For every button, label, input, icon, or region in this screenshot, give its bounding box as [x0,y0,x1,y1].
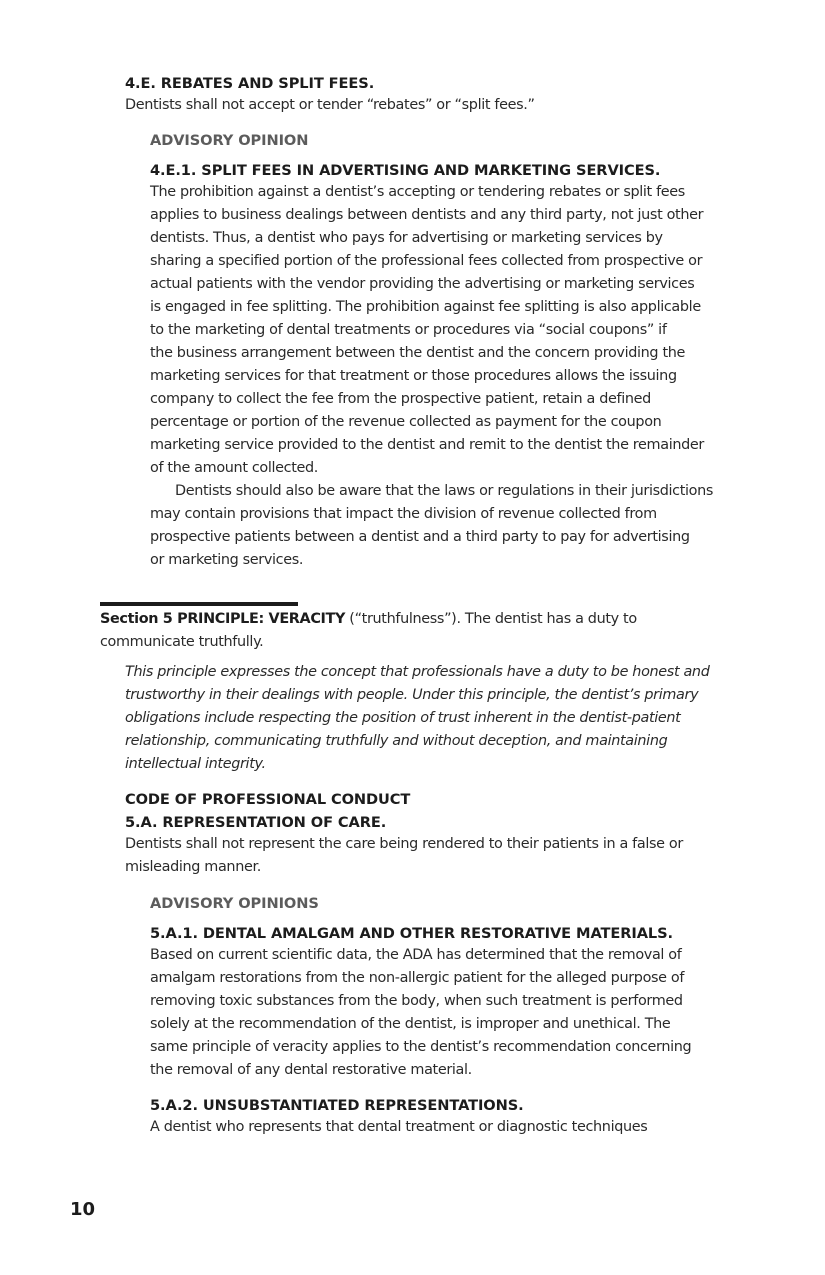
text-line: same principle of veracity applies to the dentist’s recommendation concerning [150,1039,692,1055]
text-line: misleading manner. [125,859,261,875]
opinion-5a1-heading: 5.A.1. DENTAL AMALGAM AND OTHER RESTORATIVE MATERIALS. [150,925,673,942]
text-line: relationship, communicating truthfully and without deception, and maintaining [125,733,668,749]
section-5-intro [125,661,709,776]
text-line: obligations include respecting the position of trust inherent in the dentist-patient [125,710,681,726]
text-line: applies to business dealings between dentists and any third party, not just other [150,207,704,223]
opinion-4e1-heading: 4.E.1. SPLIT FEES IN ADVERTISING AND MARKETING SERVICES. [150,162,661,179]
text-line: prospective patients between a dentist and a third party to pay for advertising [150,529,690,545]
advisory-opinion-label: ADVISORY OPINION [150,132,309,149]
text-line: dentists. Thus, a dentist who pays for advertising or marketing services by [150,230,663,246]
text-line: actual patients with the vendor providing the advertising or marketing services [150,276,695,292]
text-line: This principle expresses the concept that professionals have a duty to be honest and [125,664,710,680]
advisory-opinions-label: ADVISORY OPINIONS [150,895,319,912]
code-of-conduct-label: CODE OF PROFESSIONAL CONDUCT [125,791,411,808]
text-line: removing toxic substances from the body, when such treatment is performed [150,993,683,1009]
text-line: the business arrangement between the dentist and the concern providing the [150,345,686,361]
section-divider-rule [100,602,298,606]
text-line: Dentists should also be aware that the laws or regulations in their jurisdictions [175,483,714,499]
text-line: marketing service provided to the dentist and remit to the dentist the remainder [150,437,704,453]
text-line: or marketing services. [150,552,304,568]
text-line: is engaged in fee splitting. The prohibition against fee splitting is also applicable [150,299,701,315]
text-line: The prohibition against a dentist’s accepting or tendering rebates or split fees [150,184,685,200]
text-line: company to collect the fee from the prospective patient, retain a defined [150,391,651,407]
text-line: trustworthy in their dealings with people. Under this principle, the dentist’s primary [125,687,699,703]
text-line: communicate truthfully. [100,634,264,650]
section-4e-heading: 4.E. REBATES AND SPLIT FEES. [125,75,375,92]
section-5a-heading: 5.A. REPRESENTATION OF CARE. [125,814,387,831]
text-line: Dentists shall not represent the care being rendered to their patients in a false or [125,836,683,852]
text-line: percentage or portion of the revenue collected as payment for the coupon [150,414,662,430]
section-5-title [100,608,637,654]
text-line: may contain provisions that impact the division of revenue collected from [150,506,657,522]
opinion-5a2-heading: 5.A.2. UNSUBSTANTIATED REPRESENTATIONS. [150,1097,524,1114]
text-line: to the marketing of dental treatments or procedures via “social coupons” if [150,322,667,338]
text-line: of the amount collected. [150,460,319,476]
opinion-5a1-body [150,944,691,1082]
text-line: solely at the recommendation of the dentist, is improper and unethical. The [150,1016,671,1032]
text-line: Based on current scientific data, the ADA has determined that the removal of [150,947,682,963]
text-line: marketing services for that treatment or those procedures allows the issuing [150,368,677,384]
section-5-title-rest: (“truthfulness”). The dentist has a duty to [345,611,637,627]
text-line: A dentist who represents that dental treatment or diagnostic techniques [150,1119,648,1135]
section-5-title-bold: Section 5 PRINCIPLE: VERACITY [100,611,346,627]
opinion-4e1-body [150,181,713,572]
text-line: sharing a specified portion of the professional fees collected from prospective or [150,253,703,269]
text-line: the removal of any dental restorative material. [150,1062,472,1078]
text-line: intellectual integrity. [125,756,266,772]
page-number: 10 [70,1199,96,1220]
text-line: amalgam restorations from the non-allergic patient for the alleged purpose of [150,970,685,986]
section-4e-text: Dentists shall not accept or tender “rebates” or “split fees.” [125,97,535,113]
section-5a-text [125,833,683,879]
opinion-5a2-body [150,1116,647,1139]
